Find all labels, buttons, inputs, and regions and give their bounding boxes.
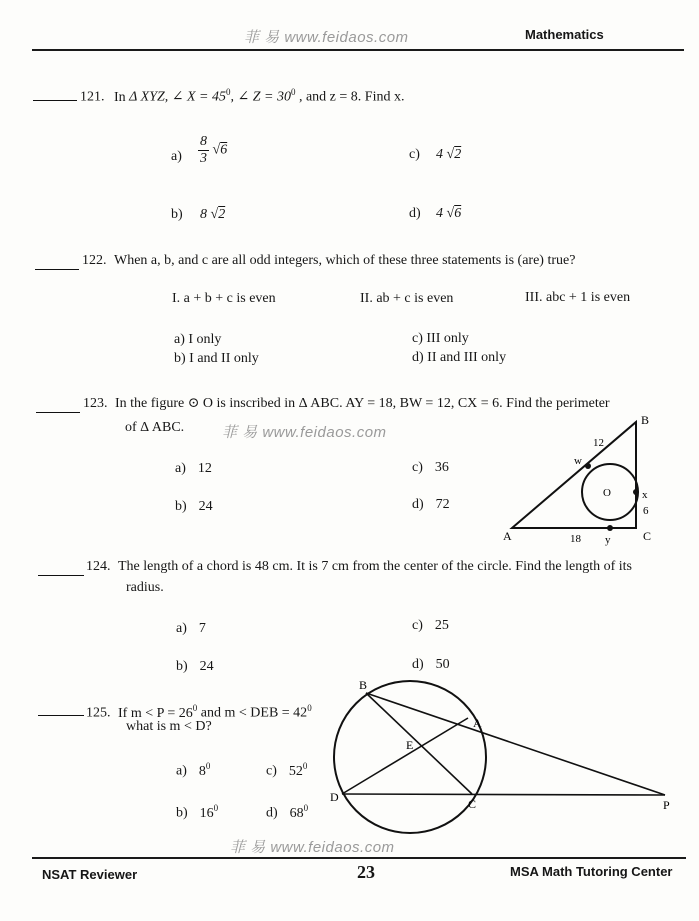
q123-option-a[interactable]: a) 12 <box>175 461 212 476</box>
question-123-stem-line2: of Δ ABC. <box>125 420 185 435</box>
q124-option-a[interactable]: a) 7 <box>176 621 206 636</box>
question-124-stem-line2: radius. <box>126 580 164 595</box>
q122-statement-3: III. abc + 1 is even <box>525 290 631 305</box>
header-watermark: 菲 易 www.feidaos.com <box>244 29 409 46</box>
label-p: P <box>663 798 670 812</box>
label-a: A <box>473 716 482 730</box>
question-123-stem-line1: 123. In the figure ⊙ O is inscribed in Δ ABC. AY = 18, BW = 12, CX = 6. Find the perimeter <box>83 396 610 411</box>
q121-option-c[interactable]: c) <box>409 147 420 162</box>
q121-option-c-value: 4 √2 <box>436 147 462 162</box>
inline-watermark: 菲 易 www.feidaos.com <box>222 424 387 441</box>
label-bw: 12 <box>593 437 604 449</box>
question-124-stem-line1: 124. The length of a chord is 48 cm. It is 7 cm from the center of the circle. Find the length of its <box>86 559 632 574</box>
label-b: B <box>641 413 650 427</box>
secant-dp <box>342 794 665 795</box>
q121-option-a[interactable]: a) <box>171 149 182 164</box>
q121-option-d-value: 4 √6 <box>436 206 462 221</box>
q123-option-c[interactable]: c) 36 <box>412 460 449 475</box>
q124-option-b[interactable]: b) 24 <box>176 659 214 674</box>
footer-left: NSAT Reviewer <box>42 867 138 882</box>
q125-option-c[interactable]: c) $52^0$ <box>266 761 308 779</box>
circle <box>334 681 486 833</box>
question-125-stem-line1: 125. If $m < P = 26^0$ and m < DEB = $42^0$ <box>86 703 312 721</box>
q121-option-b-value: 8 √2 <box>200 207 226 222</box>
q125-circle-figure <box>320 675 690 835</box>
footer-rule <box>32 857 686 859</box>
q122-option-b[interactable]: b) I and II only <box>174 351 259 366</box>
q124-option-d[interactable]: d) 50 <box>412 657 450 672</box>
q122-option-a[interactable]: a) I only <box>174 332 222 347</box>
q122-statement-2: II. ab + c is even <box>360 291 454 306</box>
label-c: C <box>468 797 477 811</box>
q125-option-a[interactable]: a) $8^0$ <box>176 761 211 779</box>
q125-option-b[interactable]: b) $16^0$ <box>176 803 219 821</box>
page-number: 23 <box>357 862 375 882</box>
label-b: B <box>359 678 368 692</box>
header-rule <box>32 49 684 51</box>
triangle-abc <box>512 422 636 528</box>
question-number: 121. <box>80 89 105 105</box>
q125-option-d[interactable]: d) $68^0$ <box>266 803 309 821</box>
label-o: O <box>603 487 611 499</box>
q121-option-a-value: $\frac{8}{3}$ √6 <box>200 134 228 166</box>
header-subject: Mathematics <box>525 27 604 42</box>
question-121-stem: 121. In Δ XYZ, ∠ $X = 45^0$, ∠ $Z = 30^0$ , and z = 8. Find x. <box>80 87 405 105</box>
q123-option-b[interactable]: b) 24 <box>175 499 213 514</box>
answer-blank-125[interactable] <box>38 714 84 716</box>
label-y: y <box>605 534 611 546</box>
answer-blank-123[interactable] <box>36 411 80 413</box>
chord-bc <box>366 693 472 794</box>
label-cx: 6 <box>643 505 649 517</box>
question-125-stem-line2: what is m < D? <box>126 719 212 734</box>
question-122-stem: 122. When a, b, and c are all odd integers, which of these three statements is (are) true? <box>82 253 576 268</box>
q122-option-d[interactable]: d) II and III only <box>412 350 507 365</box>
q121-option-b[interactable]: b) <box>171 207 183 222</box>
q123-option-d[interactable]: d) 72 <box>412 497 450 512</box>
fraction: $\frac{8}{3}$ <box>200 134 207 166</box>
tangent-point-w <box>585 463 591 469</box>
footer-watermark: 菲 易 www.feidaos.com <box>230 839 395 856</box>
label-d: D <box>330 790 339 804</box>
label-w: w <box>574 455 582 467</box>
label-x: x <box>642 489 648 501</box>
label-e: E <box>406 738 414 752</box>
tangent-point-x <box>633 489 639 495</box>
q122-option-c[interactable]: c) III only <box>412 331 469 346</box>
tangent-point-y <box>607 525 613 531</box>
q122-statement-1: I. a + b + c is even <box>172 291 276 306</box>
answer-blank-122[interactable] <box>35 268 79 270</box>
answer-blank-124[interactable] <box>38 574 84 576</box>
q123-triangle-figure <box>500 410 670 550</box>
footer-right: MSA Math Tutoring Center <box>510 864 673 879</box>
answer-blank-121[interactable] <box>33 99 77 101</box>
q121-option-d[interactable]: d) <box>409 206 421 221</box>
label-a: A <box>503 529 512 543</box>
q124-option-c[interactable]: c) 25 <box>412 618 449 633</box>
label-c: C <box>643 529 652 543</box>
label-ay: 18 <box>570 533 581 545</box>
